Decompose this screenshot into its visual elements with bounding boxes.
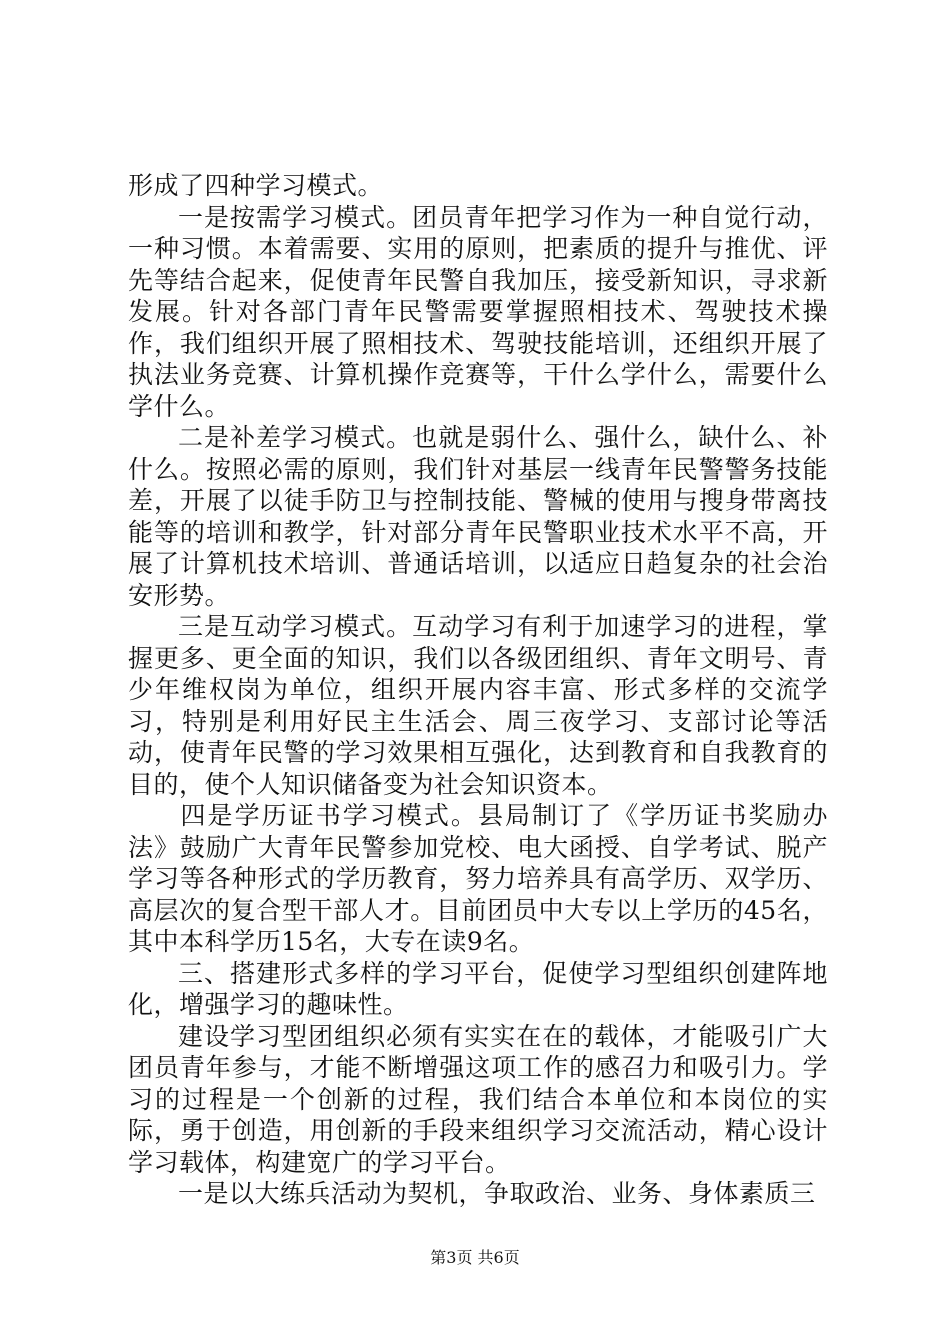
paragraph-continuation: 形成了四种学习模式。 bbox=[128, 171, 384, 200]
paragraph-need-based-learning: 一是按需学习模式。团员青年把学习作为一种自觉行动，一种习惯。本着需要、实用的原则，把素质的提升与推优、评先等结合起来，促使青年民警自我加压，接受新知识，寻求新发展。针对各部门青年民警需要掌握照相技术、驾驶技术操作，我们组织开展了照相技术、驾驶技能培训，还组织开展了执法业务竞赛、计算机操作竞赛等，干什么学什么，需要什么学什么。 bbox=[128, 202, 828, 421]
paragraph-training-campaign: 一是以大练兵活动为契机，争取政治、业务、身体素质三 bbox=[178, 1179, 816, 1208]
paragraph-learning-carrier: 建设学习型团组织必须有实实在在的载体，才能吸引广大团员青年参与，才能不断增强这项工作的感召力和吸引力。学习的过程是一个创新的过程，我们结合本单位和本岗位的实际，勇于创造，用创新的手段来组织学习交流活动，精心设计学习载体，构建宽广的学习平台。 bbox=[128, 1021, 828, 1177]
paragraph-interactive-learning: 三是互动学习模式。互动学习有利于加速学习的进程，掌握更多、更全面的知识，我们以各级团组织、青年文明号、青少年维权岗为单位，组织开展内容丰富、形式多样的交流学习，特别是利用好民主生活会、周三夜学习、支部讨论等活动，使青年民警的学习效果相互强化，达到教育和自我教育的目的，使个人知识储备变为社会知识资本。 bbox=[128, 612, 828, 799]
paragraph-diploma-learning: 四是学历证书学习模式。县局制订了《学历证书奖励办法》鼓励广大青年民警参加党校、电大函授、自学考试、脱产学习等各种形式的学历教育，努力培养具有高学历、双学历、高层次的复合型干部人才。目前团员中大专以上学历的45名，其中本科学历15名，大专在读9名。 bbox=[128, 801, 828, 956]
section-heading-learning-platform: 三、搭建形式多样的学习平台，促使学习型组织创建阵地化，增强学习的趣味性。 bbox=[128, 958, 828, 1019]
paragraph-remedial-learning: 二是补差学习模式。也就是弱什么、强什么，缺什么、补什么。按照必需的原则，我们针对基层一线青年民警警务技能差，开展了以徒手防卫与控制技能、警械的使用与搜身带离技能等的培训和教学，针对部分青年民警职业技术水平不高，开展了计算机技术培训、普通话培训，以适应日趋复杂的社会治安形势。 bbox=[128, 423, 828, 610]
body-text bbox=[128, 170, 828, 1210]
page-number-footer: 第3页 共6页 bbox=[430, 1248, 520, 1267]
